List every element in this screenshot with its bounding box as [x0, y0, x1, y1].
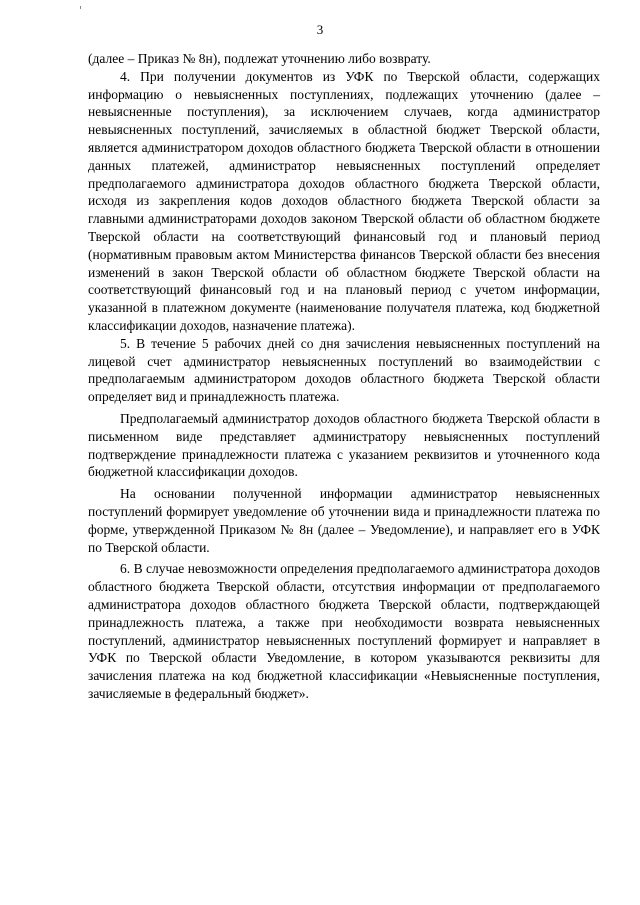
paragraph-administrator-confirmation: Предполагаемый администратор доходов областного бюджета Тверской области в письменном виде представляет администратору невыясненных поступлений подтверждение принадлежности платежа с указанием реквизитов и уточненного кода бюджетной классификации доходов.	[88, 410, 600, 480]
paragraph-continuation: (далее – Приказ № 8н), подлежат уточнению либо возврату.	[88, 51, 431, 66]
page-number: 3	[316, 22, 324, 37]
paragraph-item-6: 6. В случае невозможности определения предполагаемого администратора доходов областного бюджета Тверской области, отсутствия информации от предполагаемого администратора доходов областного бюджета Тверской области, подтверждающей принадлежность платежа, а также при необходимости возврата невыясненных поступлений, администратор невыясненных поступлений формирует и направляет в УФК по Тверской области Уведомление, в котором указываются реквизиты для зачисления платежа на код бюджетной классификации «Невыясненные поступления, зачисляемые в федеральный бюджет».	[88, 561, 600, 701]
paragraph-notification: На основании полученной информации администратор невыясненных поступлений формирует уведомление об уточнении вида и принадлежности платежа по форме, утвержденной Приказом № 8н (далее – Уведомление), и направляет его в УФК по Тверской области.	[88, 486, 600, 555]
paragraph-item-5: 5. В течение 5 рабочих дней со дня зачисления невыясненных поступлений на лицевой счет администратор невыясненных поступлений во взаимодействии с предполагаемым администратором доходов областного бюджета Тверской области определяет вид и принадлежность платежа.	[88, 335, 600, 405]
paragraph-item-4: 4. При получении документов из УФК по Тверской области, содержащих информацию о невыясненных поступлениях, подлежащих уточнению (далее – невыясненные поступления), за исключением случаев, когда администратор невыясненных поступлений, зачисляемых в областной бюджет Тверской области, является администратором доходов областного бюджета Тверской области в отношении данных платежей, администратор невыясненных поступлений определяет предполагаемого администратора доходов областного бюджета Тверской области, исходя из закрепления кодов доходов областного бюджета Тверской области за главными администраторами доходов законом Тверской области об областном бюджете Тверской области на соответствующий финансовый год и плановый период (нормативным правовым актом Министерства финансов Тверской области без внесения изменений в закон Тверской области об областном бюджете Тверской области на соответствующий финансовый год и на плановый период с учетом информации, указанной в платежном документе (наименование получателя платежа, код бюджетной классификации доходов, назначение платежа).	[88, 68, 600, 333]
document-body	[88, 50, 600, 703]
scan-speck	[80, 6, 81, 9]
